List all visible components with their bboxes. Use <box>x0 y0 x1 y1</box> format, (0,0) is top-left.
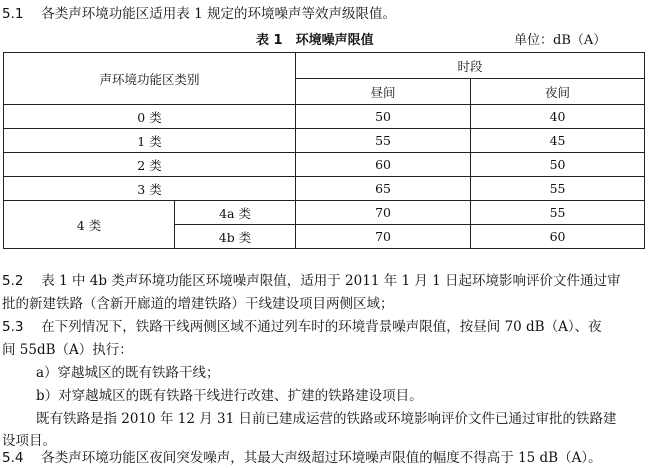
section-5-4 <box>2 448 602 468</box>
row-night: 55 <box>471 201 645 225</box>
section-number: 5.2 <box>2 273 24 289</box>
header-category: 声环境功能区类别 <box>4 53 296 105</box>
section-number: 5.1 <box>2 6 24 22</box>
row-day: 50 <box>296 105 471 129</box>
row-day: 70 <box>296 225 471 249</box>
row-category: 2 类 <box>4 153 296 177</box>
row-category-class4: 4 类 <box>4 201 175 249</box>
section-5-2-cont <box>2 294 394 314</box>
row-category: 1 类 <box>4 129 296 153</box>
row-night: 45 <box>471 129 645 153</box>
table-row <box>4 153 645 177</box>
header-period: 时段 <box>296 53 645 79</box>
table-unit: 单位：dB（A） <box>514 33 607 48</box>
row-category: 0 类 <box>4 105 296 129</box>
table-row <box>4 105 645 129</box>
section-5-3-cont <box>2 340 133 360</box>
note-line-1 <box>36 409 616 429</box>
table-row <box>4 129 645 153</box>
row-subcategory: 4a 类 <box>175 201 296 225</box>
row-category: 3 类 <box>4 177 296 201</box>
row-day: 60 <box>296 153 471 177</box>
header-day: 昼间 <box>296 79 471 105</box>
row-night: 50 <box>471 153 645 177</box>
row-day: 65 <box>296 177 471 201</box>
section-5-1 <box>2 4 396 24</box>
section-number: 5.4 <box>2 450 24 466</box>
section-text-line-1: 在下列情况下，铁路干线两侧区域不通过列车时的环境背景噪声限值，按昼间 70 dB（A）、夜 <box>41 319 602 335</box>
list-item-b <box>36 386 423 406</box>
note-text: 既有铁路是指 2010 年 12 月 31 日前已建成运营的铁路或环境影响评价文件已通过审批的铁路建 <box>36 411 617 427</box>
section-text-line-2: 间 55dB（A）执行： <box>2 342 133 358</box>
table-row <box>4 177 645 201</box>
section-number: 5.3 <box>2 319 24 335</box>
section-text: 各类声环境功能区适用表 1 规定的环境噪声等效声级限值。 <box>41 6 396 22</box>
note-text: 设项目。 <box>2 433 56 449</box>
header-night: 夜间 <box>471 79 645 105</box>
section-text-line-2: 批的新建铁路（含新开廊道的增建铁路）干线建设项目两侧区域； <box>2 296 394 312</box>
row-night: 60 <box>471 225 645 249</box>
row-day: 55 <box>296 129 471 153</box>
row-night: 55 <box>471 177 645 201</box>
row-day: 70 <box>296 201 471 225</box>
section-5-3 <box>2 317 602 337</box>
table-row <box>4 201 645 225</box>
noise-limit-table <box>3 52 645 249</box>
section-text-line-1: 表 1 中 4b 类声环境功能区环境噪声限值，适用于 2011 年 1 月 1 日起环境影响评价文件通过审 <box>41 273 621 289</box>
list-item-text: a）穿越城区的既有铁路干线； <box>36 365 220 381</box>
section-text: 各类声环境功能区夜间突发噪声，其最大声级超过环境噪声限值的幅度不得高于 15 dB（A）。 <box>41 450 602 466</box>
table-title: 表 1 环境噪声限值 <box>256 33 374 48</box>
section-5-2 <box>2 271 621 291</box>
list-item-text: b）对穿越城区的既有铁路干线进行改建、扩建的铁路建设项目。 <box>36 388 423 404</box>
row-night: 40 <box>471 105 645 129</box>
row-subcategory: 4b 类 <box>175 225 296 249</box>
list-item-a <box>36 363 220 383</box>
table-caption <box>0 27 650 49</box>
